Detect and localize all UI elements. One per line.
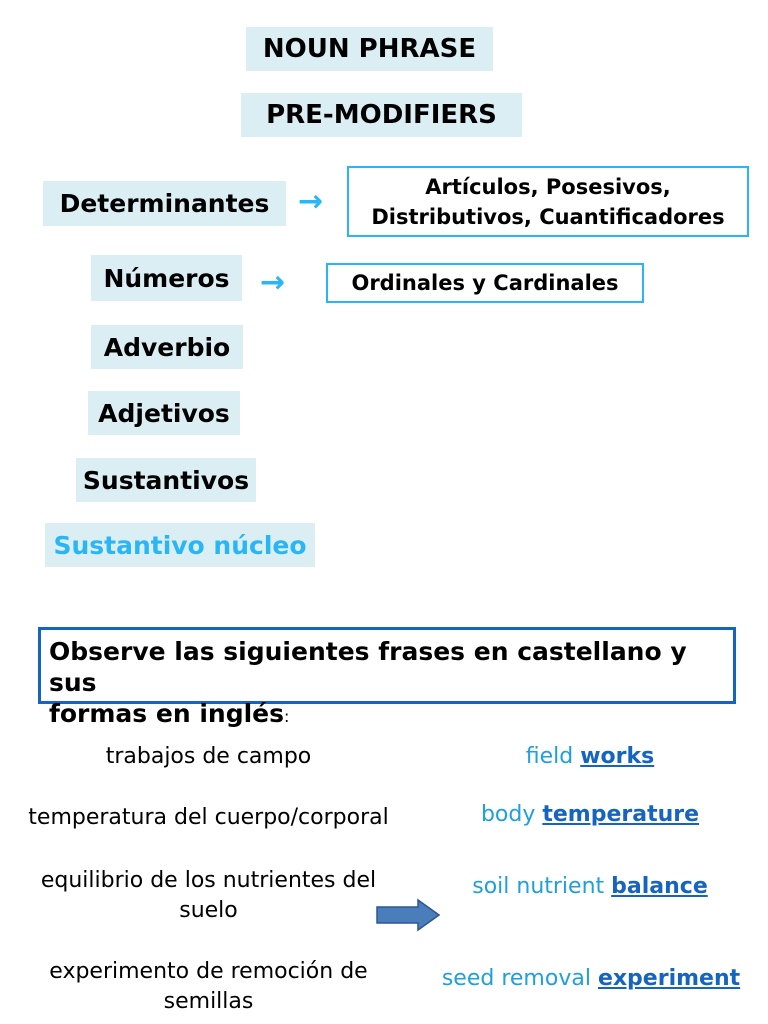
head-noun: works — [580, 744, 655, 769]
head-noun: experiment — [597, 966, 741, 991]
example-es-2: temperatura del cuerpo/corporal — [28, 805, 389, 830]
arrow-right-icon — [376, 898, 440, 932]
example-es-3: equilibrio de los nutrientes del suelo — [40, 868, 377, 923]
arrow-right-icon: → — [298, 184, 324, 219]
instruction-line2: formas en inglés: — [49, 699, 290, 728]
head-noun: temperature — [542, 802, 700, 827]
example-en-4: seed removal experiment — [441, 966, 741, 991]
head-noun: balance — [611, 874, 708, 899]
instruction-box — [38, 627, 736, 728]
label-determinantes: Determinantes — [43, 181, 286, 226]
example-es-1: trabajos de campo — [105, 744, 312, 769]
determinantes-detail-line2: Distributivos, Cuantificadores — [371, 204, 725, 229]
label-adjetivos: Adjetivos — [88, 391, 240, 435]
arrow-right-icon: → — [260, 265, 286, 300]
label-numeros: Números — [91, 255, 242, 301]
example-es-4: experimento de remoción de semillas — [49, 959, 368, 1014]
example-en-1: field works — [525, 744, 655, 769]
label-sustantivos: Sustantivos — [76, 458, 256, 502]
example-en-2: body temperature — [480, 802, 700, 827]
instruction-line1: Observe las siguientes frases en castellano y sus — [49, 637, 687, 697]
determinantes-detail-line1: Artículos, Posesivos, — [425, 174, 671, 199]
label-sustantivo-nucleo: Sustantivo núcleo — [45, 523, 315, 567]
determinantes-detail-box — [347, 166, 749, 237]
page-title: NOUN PHRASE — [246, 27, 493, 71]
page-subtitle: PRE-MODIFIERS — [241, 93, 522, 137]
label-adverbio: Adverbio — [91, 325, 243, 369]
numeros-detail-box: Ordinales y Cardinales — [326, 263, 644, 303]
example-en-3: soil nutrient balance — [472, 874, 708, 899]
